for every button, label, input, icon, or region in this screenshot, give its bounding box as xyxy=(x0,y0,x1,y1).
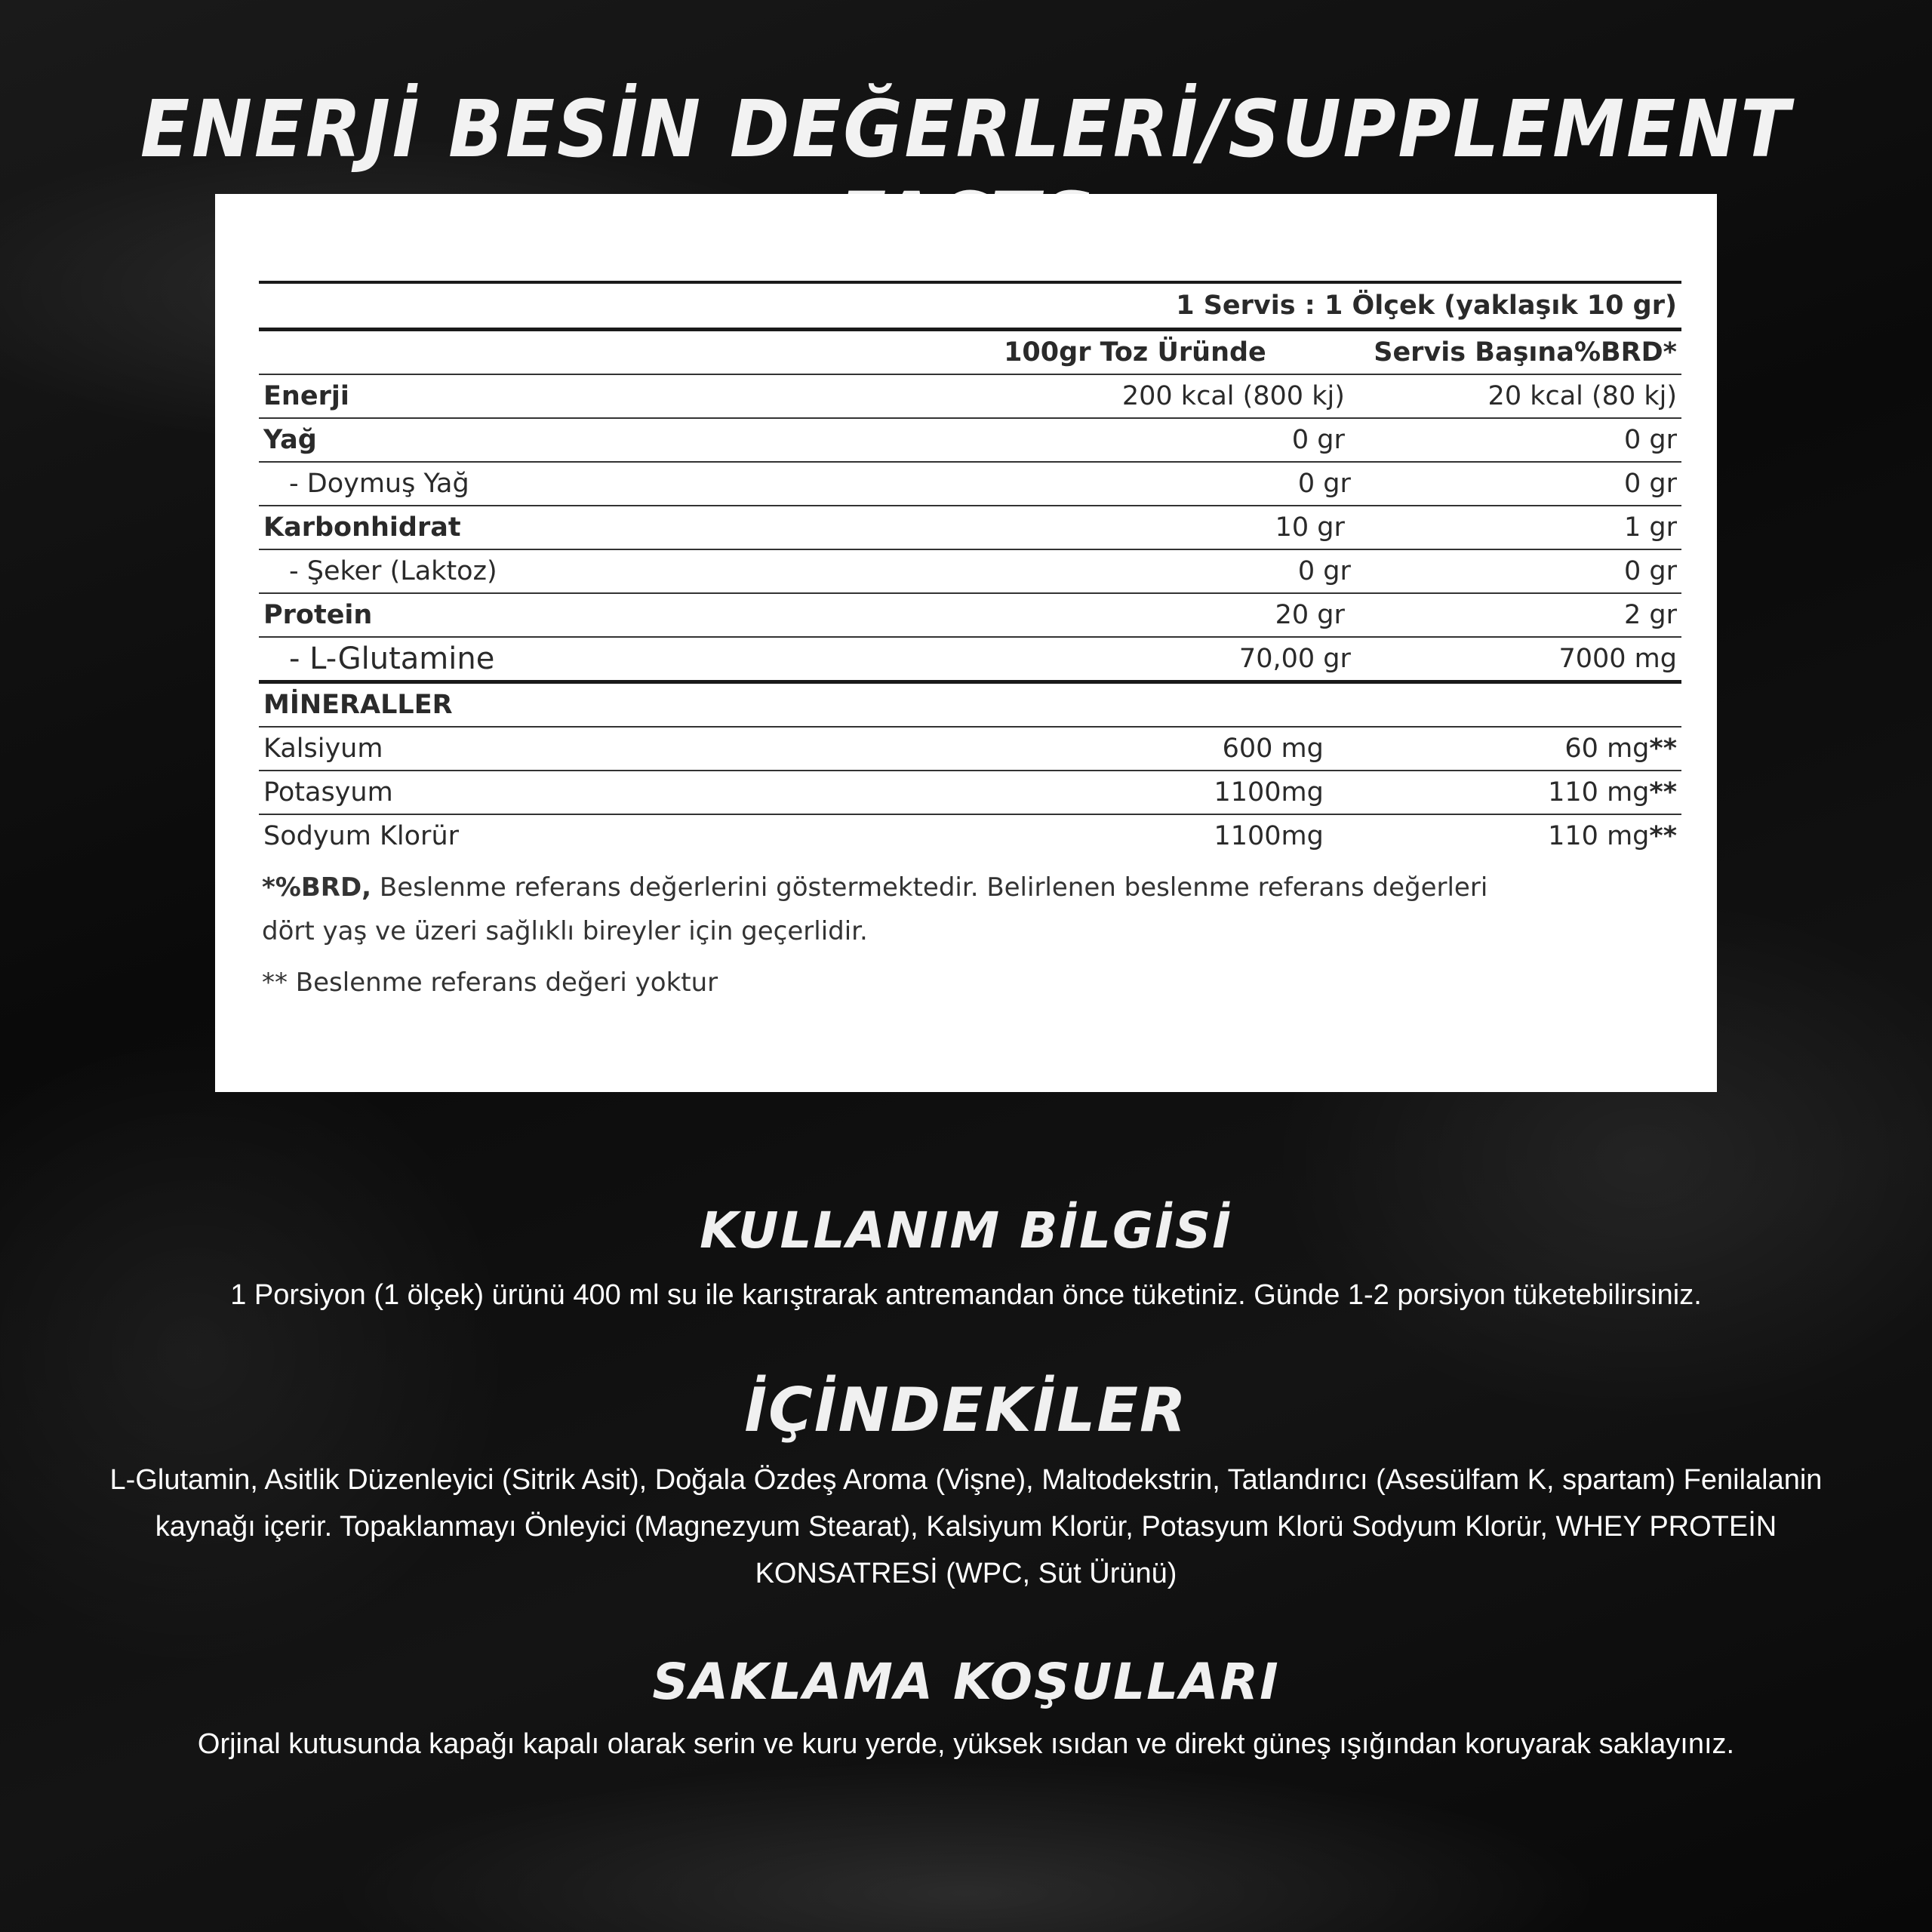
row-per-serving: 0 gr xyxy=(1624,469,1677,499)
header-per100: 100gr Toz Üründe xyxy=(1004,337,1266,368)
row-brd: ** xyxy=(1649,734,1677,764)
table-row xyxy=(259,550,1681,594)
row-name: Karbonhidrat xyxy=(263,512,461,543)
row-per100: 70,00 gr xyxy=(1238,644,1351,674)
row-per-serving: 2 gr xyxy=(1623,600,1677,630)
table-row xyxy=(259,506,1681,550)
row-per-serving: 60 mg xyxy=(1564,734,1650,764)
brd-note-text: Beslenme referans değerlerini göstermektedir. Belirlenen beslenme referans değerleri dört yaş ve üzeri sağlıklı bireyler için geçerlidir. xyxy=(262,872,1488,946)
header-per-serving: Servis Başına xyxy=(1374,337,1574,368)
serving-size-row xyxy=(259,284,1681,331)
table-notes xyxy=(262,866,1545,1004)
row-per100: 1100mg xyxy=(1214,777,1324,808)
table-row xyxy=(259,419,1681,463)
serving-size: 1 Servis : 1 Ölçek (yaklaşık 10 gr) xyxy=(1176,291,1677,321)
supplement-facts-panel xyxy=(215,194,1717,1092)
row-name: Protein xyxy=(263,600,373,630)
supplement-facts-table xyxy=(259,281,1681,857)
table-row xyxy=(259,728,1681,771)
storage-text: Orjinal kutusunda kapağı kapalı olarak serin ve kuru yerde, yüksek ısıdan ve direkt güneş ışığından koruyarak saklayınız. xyxy=(197,1728,1735,1760)
row-per-serving: 7000 mg xyxy=(1558,644,1677,674)
table-row xyxy=(259,463,1681,506)
row-per100: 20 gr xyxy=(1275,600,1345,630)
table-row xyxy=(259,594,1681,638)
table-header-row xyxy=(259,331,1681,375)
brd-note xyxy=(262,866,1545,953)
storage-title: SAKLAMA KOŞULLARI xyxy=(652,1653,1280,1711)
row-per-serving: 1 gr xyxy=(1623,512,1677,543)
row-name: Enerji xyxy=(263,381,349,411)
row-per-serving: 0 gr xyxy=(1623,425,1677,455)
ingredients-text: L-Glutamin, Asitlik Düzenleyici (Sitrik Asit), Doğala Özdeş Aroma (Vişne), Maltodekstrin, Tatlandırıcı (Asesülfam K, spartam) Fenilalanin kaynağı içerir. Topaklanmayı Önleyici (Magnezyum Stearat), Kalsiyum Klorür, Potasyum Klorü Sodyum Klorür, WHEY PROTEİN KONSATRESİ (WPC, Süt Ürünü) xyxy=(109,1464,1823,1589)
row-per100: 1100mg xyxy=(1214,821,1324,851)
row-per100: 0 gr xyxy=(1291,425,1345,455)
row-per-serving: 110 mg xyxy=(1548,821,1650,851)
page-title: ENERJİ BESİN DEĞERLERİ/SUPPLEMENT xyxy=(140,83,1792,175)
row-per-serving: 0 gr xyxy=(1624,556,1677,586)
row-per100: 10 gr xyxy=(1275,512,1345,543)
usage-text: 1 Porsiyon (1 ölçek) ürünü 400 ml su ile karıştrarak antremandan önce tüketiniz. Günde 1-2 porsiyon tüketebilirsiniz. xyxy=(230,1279,1702,1311)
ingredients-title: İÇİNDEKİLER xyxy=(744,1375,1188,1445)
row-per-serving: 110 mg xyxy=(1548,777,1650,808)
row-name: - Doymuş Yağ xyxy=(289,469,469,499)
table-row xyxy=(259,638,1681,684)
table-row xyxy=(259,771,1681,815)
row-per100: 600 mg xyxy=(1222,734,1324,764)
row-per100: 0 gr xyxy=(1297,556,1351,586)
minerals-label: MİNERALLER xyxy=(263,690,453,720)
minerals-header-row xyxy=(259,684,1681,728)
row-name: - Şeker (Laktoz) xyxy=(289,556,497,586)
header-brd: %BRD* xyxy=(1574,337,1677,368)
row-per100: 0 gr xyxy=(1297,469,1351,499)
table-row xyxy=(259,815,1681,857)
row-brd: ** xyxy=(1649,777,1677,808)
row-per100: 200 kcal (800 kj) xyxy=(1121,381,1345,411)
row-per-serving: 20 kcal (80 kj) xyxy=(1487,381,1677,411)
brd-note-label: *%BRD, xyxy=(262,872,372,903)
row-name: Kalsiyum xyxy=(263,734,383,764)
table-row xyxy=(259,375,1681,419)
row-name: Potasyum xyxy=(263,777,393,808)
usage-title: KULLANIM BİLGİSİ xyxy=(700,1201,1232,1260)
row-brd: ** xyxy=(1649,821,1677,851)
row-name: Sodyum Klorür xyxy=(263,821,460,851)
row-name: Yağ xyxy=(263,425,317,455)
no-reference-note: ** Beslenme referans değeri yoktur xyxy=(262,968,718,998)
row-name: - L-Glutamine xyxy=(289,641,495,676)
